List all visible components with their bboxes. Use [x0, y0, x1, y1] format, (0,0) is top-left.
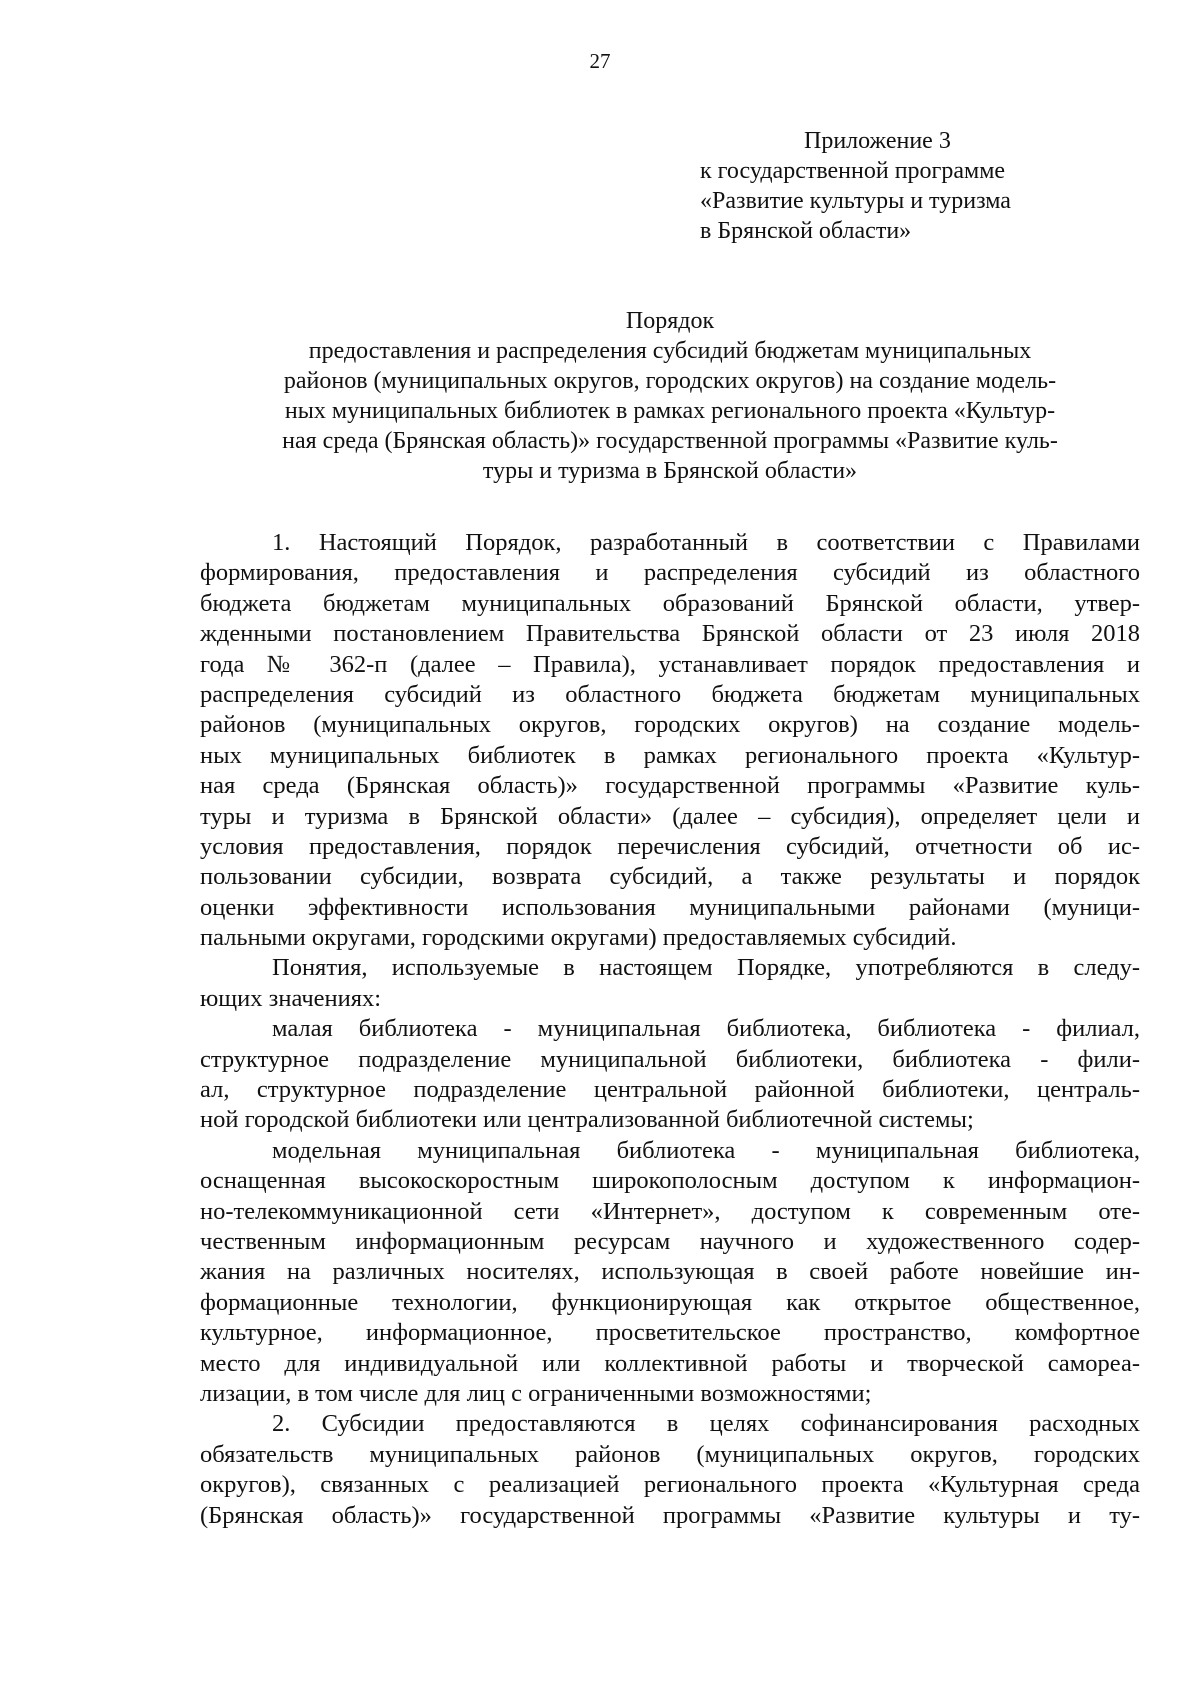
paragraph-2 — [200, 953, 1140, 1014]
appendix-line: Приложение 3 — [804, 128, 951, 154]
text-line: чественным информационным ресурсам научного и художественного содер- — [200, 1227, 1140, 1255]
text-line: культурное, информационное, просветительское пространство, комфортное — [200, 1319, 1140, 1347]
text-line: ных муниципальных библиотек в рамках регионального проекта «Культур- — [200, 741, 1140, 769]
text-line: обязательств муниципальных районов (муниципальных округов, городских — [200, 1440, 1140, 1468]
text-line: пальными округами, городскими округами) предоставляемых субсидий. — [200, 924, 957, 952]
text-line: но-телекоммуникационной сети «Интернет», доступом к современным оте- — [200, 1197, 1140, 1225]
text-line: лизации, в том числе для лиц с ограниченными возможностями; — [200, 1379, 872, 1407]
title-line: туры и туризма в Брянской области» — [482, 458, 858, 484]
text-line: жденными постановлением Правительства Брянской области от 23 июля 2018 — [200, 620, 1140, 648]
text-line: Понятия, используемые в настоящем Порядке, употребляются в следу- — [272, 954, 1140, 982]
paragraph-3 — [200, 1014, 1140, 1136]
appendix-line: «Развитие культуры и туризма — [700, 188, 1011, 214]
title-line: предоставления и распределения субсидий бюджетам муниципальных — [308, 338, 1032, 364]
text-line: (Брянская область)» государственной программы «Развитие культуры и ту- — [200, 1501, 1140, 1529]
title-line: ная среда (Брянская область)» государственной программы «Развитие куль- — [282, 428, 1058, 454]
appendix-line: к государственной программе — [700, 158, 1006, 184]
paragraph-1 — [200, 528, 1140, 953]
paragraph-4 — [200, 1136, 1140, 1410]
text-line: оценки эффективности использования муниципальными районами (муници- — [200, 893, 1140, 921]
text-line: пользовании субсидии, возврата субсидий, а также результаты и порядок — [200, 863, 1140, 891]
text-line: ющих значениях: — [200, 984, 382, 1012]
text-line: районов (муниципальных округов, городских округов) на создание модель- — [200, 711, 1140, 739]
text-line: 2. Субсидии предоставляются в целях софинансирования расходных — [272, 1410, 1140, 1438]
title-line: ных муниципальных библиотек в рамках регионального проекта «Культур- — [284, 398, 1056, 424]
text-line: малая библиотека - муниципальная библиотека, библиотека - филиал, — [272, 1015, 1140, 1043]
appendix-block — [700, 126, 1120, 246]
paragraph-5 — [200, 1409, 1140, 1531]
text-line: жания на различных носителях, использующая в своей работе новейшие ин- — [200, 1258, 1140, 1286]
title-heading: Порядок — [625, 308, 715, 334]
text-line: ал, структурное подразделение центральной районной библиотеки, централь- — [200, 1076, 1140, 1104]
title-line: районов (муниципальных округов, городских округов) на создание модель- — [283, 368, 1057, 394]
text-line: место для индивидуальной или коллективной работы и творческой самореа- — [200, 1349, 1140, 1377]
text-line: ная среда (Брянская область)» государственной программы «Развитие куль- — [200, 772, 1140, 800]
text-line: бюджета бюджетам муниципальных образований Брянской области, утвер- — [200, 589, 1140, 617]
text-line: ной городской библиотеки или централизованной библиотечной системы; — [200, 1106, 974, 1134]
text-line: 1. Настоящий Порядок, разработанный в соответствии с Правилами — [272, 529, 1140, 556]
body-text — [200, 528, 1140, 1531]
text-line: оснащенная высокоскоростным широкополосным доступом к информацион- — [200, 1167, 1140, 1195]
text-line: года № 362-п (далее – Правила), устанавливает порядок предоставления и — [200, 650, 1140, 678]
text-line: округов), связанных с реализацией регионального проекта «Культурная среда — [200, 1471, 1140, 1499]
text-line: распределения субсидий из областного бюджета бюджетам муниципальных — [200, 680, 1140, 708]
document-title — [200, 306, 1140, 486]
text-line: формирования, предоставления и распределения субсидий из областного — [200, 559, 1140, 587]
page-number: 27 — [589, 49, 611, 73]
text-line: туры и туризма в Брянской области» (далее – субсидия), определяет цели и — [200, 802, 1140, 830]
text-line: формационные технологии, функционирующая как открытое общественное, — [200, 1288, 1140, 1316]
text-line: условия предоставления, порядок перечисления субсидий, отчетности об ис- — [200, 832, 1140, 860]
appendix-line: в Брянской области» — [700, 218, 912, 244]
text-line: структурное подразделение муниципальной библиотеки, библиотека - фили- — [200, 1045, 1140, 1073]
text-line: модельная муниципальная библиотека - муниципальная библиотека, — [272, 1136, 1140, 1164]
